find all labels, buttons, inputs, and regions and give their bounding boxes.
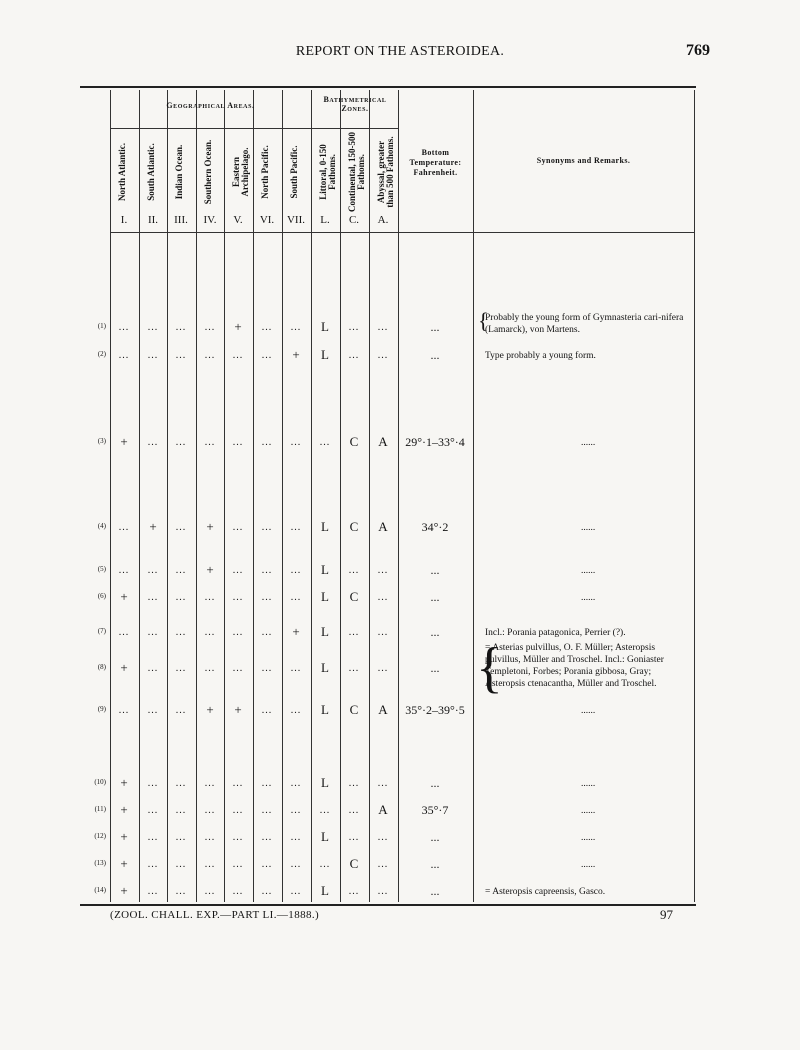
column-roman-numeral: L.: [320, 214, 330, 226]
table-cell: +: [120, 434, 128, 449]
table-cell: ...: [175, 522, 187, 533]
table-cell: A: [378, 802, 388, 817]
table-cell: ...: [175, 322, 187, 333]
column-roman-numeral: II.: [147, 214, 159, 226]
table-cell: +: [234, 702, 242, 717]
table-cell: +: [292, 347, 300, 362]
table-cell: L: [321, 319, 329, 334]
column-label: South Atlantic.: [146, 143, 156, 201]
header-geographical-areas: Geographical Areas.: [166, 101, 255, 110]
table-cell: ...: [175, 886, 187, 897]
table-cell: ...: [175, 437, 187, 448]
row-number: (8): [97, 663, 106, 671]
table-cell: +: [120, 775, 128, 790]
table-cell: C: [349, 434, 359, 449]
table-cell: ...: [204, 778, 216, 789]
table-cell: ...: [290, 886, 302, 897]
table-cell: ...: [175, 350, 187, 361]
table-cell: ...: [232, 859, 244, 870]
table-cell: ...: [377, 592, 389, 603]
table-cell: C: [349, 856, 359, 871]
row-number: (1): [97, 322, 106, 330]
table-cell: ...: [175, 663, 187, 674]
table-cell: ...: [204, 592, 216, 603]
temperature-cell: ...: [430, 857, 440, 871]
table-cell: +: [120, 856, 128, 871]
column-roman-numeral: C.: [348, 214, 360, 226]
table-cell: ...: [118, 565, 130, 576]
table-cell: ...: [204, 886, 216, 897]
table-cell: +: [149, 519, 157, 534]
table-cell: ...: [261, 627, 273, 638]
table-cell: ...: [377, 350, 389, 361]
page-number: 769: [686, 42, 710, 59]
table-cell: A: [378, 434, 388, 449]
table-cell: ...: [319, 859, 331, 870]
table-cell: ...: [261, 522, 273, 533]
table-cell: ...: [377, 565, 389, 576]
table-cell: ...: [232, 350, 244, 361]
table-cell: +: [206, 702, 214, 717]
column-roman-numeral: V.: [233, 214, 243, 226]
column-label: North Atlantic.: [117, 143, 127, 201]
table-cell: +: [120, 829, 128, 844]
row-number: (13): [94, 859, 106, 867]
brace-mark: {: [478, 308, 489, 333]
temperature-cell: ...: [430, 590, 440, 604]
remark-text: ......: [581, 806, 596, 816]
running-header: REPORT ON THE ASTEROIDEA.: [295, 44, 505, 59]
table-cell: C: [349, 519, 359, 534]
table-cell: ...: [175, 565, 187, 576]
table-cell: ...: [147, 886, 159, 897]
bottom-temperature-line: Temperature:: [409, 158, 462, 167]
column-label: Continental, 150-500 Fathoms.: [347, 131, 367, 212]
table-cell: L: [321, 702, 329, 717]
table-cell: ...: [377, 886, 389, 897]
table-cell: ...: [348, 627, 360, 638]
table-cell: L: [321, 589, 329, 604]
header-bathymetrical-zones: Bathymetrical Zones.: [323, 95, 387, 113]
table-cell: +: [206, 519, 214, 534]
table-cell: ...: [261, 705, 273, 716]
table-cell: ...: [232, 832, 244, 843]
column-divider: [694, 90, 695, 902]
table-cell: ...: [175, 705, 187, 716]
temperature-cell: ...: [430, 776, 440, 790]
table-cell: +: [206, 562, 214, 577]
header-group-divider: [110, 128, 398, 129]
table-cell: ...: [118, 350, 130, 361]
bottom-rule: [80, 904, 696, 906]
temperature-cell: ...: [430, 625, 440, 639]
remark-text: Incl.: Porania patagonica, Perrier (?).: [485, 628, 626, 638]
table-cell: ...: [232, 663, 244, 674]
table-cell: ...: [348, 350, 360, 361]
table-cell: ...: [204, 322, 216, 333]
temperature-cell: ...: [430, 320, 440, 334]
table-cell: ...: [348, 832, 360, 843]
temperature-cell: 35°·2–39°·5: [405, 703, 465, 717]
bottom-temperature-line: Bottom: [421, 148, 450, 157]
table-cell: ...: [147, 663, 159, 674]
table-cell: ...: [147, 437, 159, 448]
table-cell: +: [292, 624, 300, 639]
table-cell: ...: [261, 437, 273, 448]
remark-text: ......: [581, 566, 596, 576]
table-cell: L: [321, 519, 329, 534]
table-cell: ...: [204, 437, 216, 448]
column-roman-numeral: VI.: [259, 214, 275, 226]
table-cell: ...: [175, 832, 187, 843]
row-number: (14): [94, 886, 106, 894]
remark-text: ......: [581, 523, 596, 533]
table-cell: ...: [348, 322, 360, 333]
table-cell: ...: [118, 705, 130, 716]
table-cell: +: [120, 589, 128, 604]
header-synonyms-remarks: Synonyms and Remarks.: [536, 156, 631, 165]
table-cell: ...: [204, 627, 216, 638]
table-cell: ...: [147, 859, 159, 870]
column-roman-numeral: VII.: [286, 214, 306, 226]
table-cell: ...: [290, 522, 302, 533]
header-bottom-divider: [110, 232, 694, 233]
column-roman-numeral: I.: [120, 214, 128, 226]
table-cell: +: [234, 319, 242, 334]
column-roman-numeral: IV.: [203, 214, 217, 226]
table-cell: ...: [290, 778, 302, 789]
table-cell: L: [321, 347, 329, 362]
table-cell: L: [321, 660, 329, 675]
table-cell: ...: [175, 859, 187, 870]
table-cell: ...: [348, 663, 360, 674]
table-cell: ...: [261, 565, 273, 576]
table-cell: ...: [118, 627, 130, 638]
table-cell: ...: [290, 832, 302, 843]
table-cell: ...: [147, 832, 159, 843]
temperature-cell: 29°·1–33°·4: [405, 435, 465, 449]
row-number: (7): [97, 627, 106, 635]
brace-mark: {: [476, 637, 503, 699]
table-cell: L: [321, 624, 329, 639]
remark-text: ......: [581, 593, 596, 603]
column-label: Southern Ocean.: [203, 139, 213, 205]
table-cell: L: [321, 775, 329, 790]
top-rule: [80, 86, 696, 88]
table-cell: ...: [261, 805, 273, 816]
table-cell: A: [378, 702, 388, 717]
table-cell: ...: [290, 705, 302, 716]
column-roman-numeral: III.: [174, 214, 188, 226]
table-cell: ...: [147, 778, 159, 789]
table-cell: ...: [232, 886, 244, 897]
footer-citation: (ZOOL. CHALL. EXP.—PART LI.—1888.): [110, 909, 320, 921]
table-cell: ...: [232, 565, 244, 576]
table-cell: L: [321, 883, 329, 898]
table-cell: ...: [261, 778, 273, 789]
table-cell: ...: [232, 778, 244, 789]
table-cell: ...: [147, 805, 159, 816]
footer-signature: 97: [660, 907, 673, 922]
table-cell: ...: [118, 322, 130, 333]
table-cell: ...: [232, 522, 244, 533]
table-cell: ...: [147, 705, 159, 716]
table-cell: +: [120, 660, 128, 675]
table-cell: ...: [348, 886, 360, 897]
column-roman-numeral: A.: [377, 214, 389, 226]
row-number: (9): [97, 705, 106, 713]
bottom-temperature-line: Fahrenheit.: [413, 168, 458, 177]
table-cell: ...: [261, 859, 273, 870]
table-cell: ...: [175, 627, 187, 638]
header-bottom-temperature: [398, 148, 473, 178]
table-cell: ...: [377, 778, 389, 789]
table-cell: ...: [261, 832, 273, 843]
remark-text: ......: [581, 779, 596, 789]
table-cell: ...: [348, 778, 360, 789]
table-cell: ...: [290, 437, 302, 448]
remark-text: ......: [581, 706, 596, 716]
remark-text: = Asteropsis capreensis, Gasco.: [485, 887, 606, 897]
table-cell: ...: [147, 627, 159, 638]
column-label: Littoral, 0-150 Fathoms.: [318, 144, 338, 200]
temperature-cell: ...: [430, 661, 440, 675]
table-cell: +: [120, 802, 128, 817]
table-cell: ...: [290, 592, 302, 603]
temperature-cell: ...: [430, 348, 440, 362]
table-cell: ...: [261, 350, 273, 361]
column-label: North Pacific.: [260, 145, 270, 199]
row-number: (11): [94, 805, 106, 813]
column-label: Abyssal, greater than 500 Fathoms.: [376, 136, 396, 208]
table-cell: ...: [204, 832, 216, 843]
table-cell: ...: [377, 832, 389, 843]
table-cell: C: [349, 702, 359, 717]
table-cell: ...: [232, 805, 244, 816]
table-cell: ...: [204, 663, 216, 674]
table-cell: +: [120, 883, 128, 898]
temperature-cell: 35°·7: [421, 803, 449, 817]
table-cell: ...: [175, 778, 187, 789]
table-cell: ...: [232, 592, 244, 603]
table-cell: ...: [290, 565, 302, 576]
table-cell: L: [321, 829, 329, 844]
table-cell: ...: [290, 663, 302, 674]
table-cell: ...: [261, 592, 273, 603]
temperature-cell: ...: [430, 563, 440, 577]
row-number: (5): [97, 565, 106, 573]
table-cell: ...: [377, 663, 389, 674]
table-cell: ...: [261, 322, 273, 333]
row-number: (2): [97, 350, 106, 358]
temperature-cell: ...: [430, 884, 440, 898]
column-label: Eastern Archipelago.: [231, 147, 251, 197]
remark-text: Probably the young form of Gymnasteria cari-nifera (Lamarck), von Martens.: [485, 313, 684, 335]
table-cell: ...: [232, 437, 244, 448]
column-divider: [473, 90, 474, 902]
table-cell: ...: [118, 522, 130, 533]
remark-text: = Asterias pulvillus, O. F. Müller; Asteropsis pulvillus, Müller and Troschel. Incl.: Goniaster Templetoni, Forbes; Porania gibbosa, Gray; Asteropsis ctenacantha, Müller and Troschel.: [485, 643, 664, 689]
table-cell: ...: [377, 322, 389, 333]
table-cell: ...: [290, 322, 302, 333]
table-cell: ...: [348, 805, 360, 816]
column-label: South Pacific.: [289, 145, 299, 199]
table-cell: ...: [204, 859, 216, 870]
table-cell: ...: [290, 805, 302, 816]
table-cell: C: [349, 589, 359, 604]
remark-text: ......: [581, 860, 596, 870]
table-cell: ...: [147, 565, 159, 576]
table-cell: A: [378, 519, 388, 534]
table-cell: ...: [319, 805, 331, 816]
row-number: (3): [97, 437, 106, 445]
table-cell: ...: [348, 565, 360, 576]
table-cell: ...: [175, 805, 187, 816]
remark-text: ......: [581, 833, 596, 843]
table-cell: ...: [204, 350, 216, 361]
column-label: Indian Ocean.: [174, 144, 184, 200]
table-cell: ...: [261, 886, 273, 897]
table-cell: ...: [147, 322, 159, 333]
table-cell: ...: [319, 437, 331, 448]
row-number: (4): [97, 522, 106, 530]
remark-text: ......: [581, 438, 596, 448]
temperature-cell: ...: [430, 830, 440, 844]
temperature-cell: 34°·2: [421, 520, 449, 534]
remark-text: Type probably a young form.: [485, 351, 596, 361]
table-cell: ...: [261, 663, 273, 674]
row-number: (12): [94, 832, 106, 840]
table-cell: ...: [147, 592, 159, 603]
table-cell: ...: [290, 859, 302, 870]
table-cell: ...: [232, 627, 244, 638]
table-cell: L: [321, 562, 329, 577]
table-cell: ...: [175, 592, 187, 603]
table-cell: ...: [377, 859, 389, 870]
table-cell: ...: [204, 805, 216, 816]
row-number: (10): [94, 778, 106, 786]
row-number: (6): [97, 592, 106, 600]
table-cell: ...: [377, 627, 389, 638]
table-cell: ...: [147, 350, 159, 361]
